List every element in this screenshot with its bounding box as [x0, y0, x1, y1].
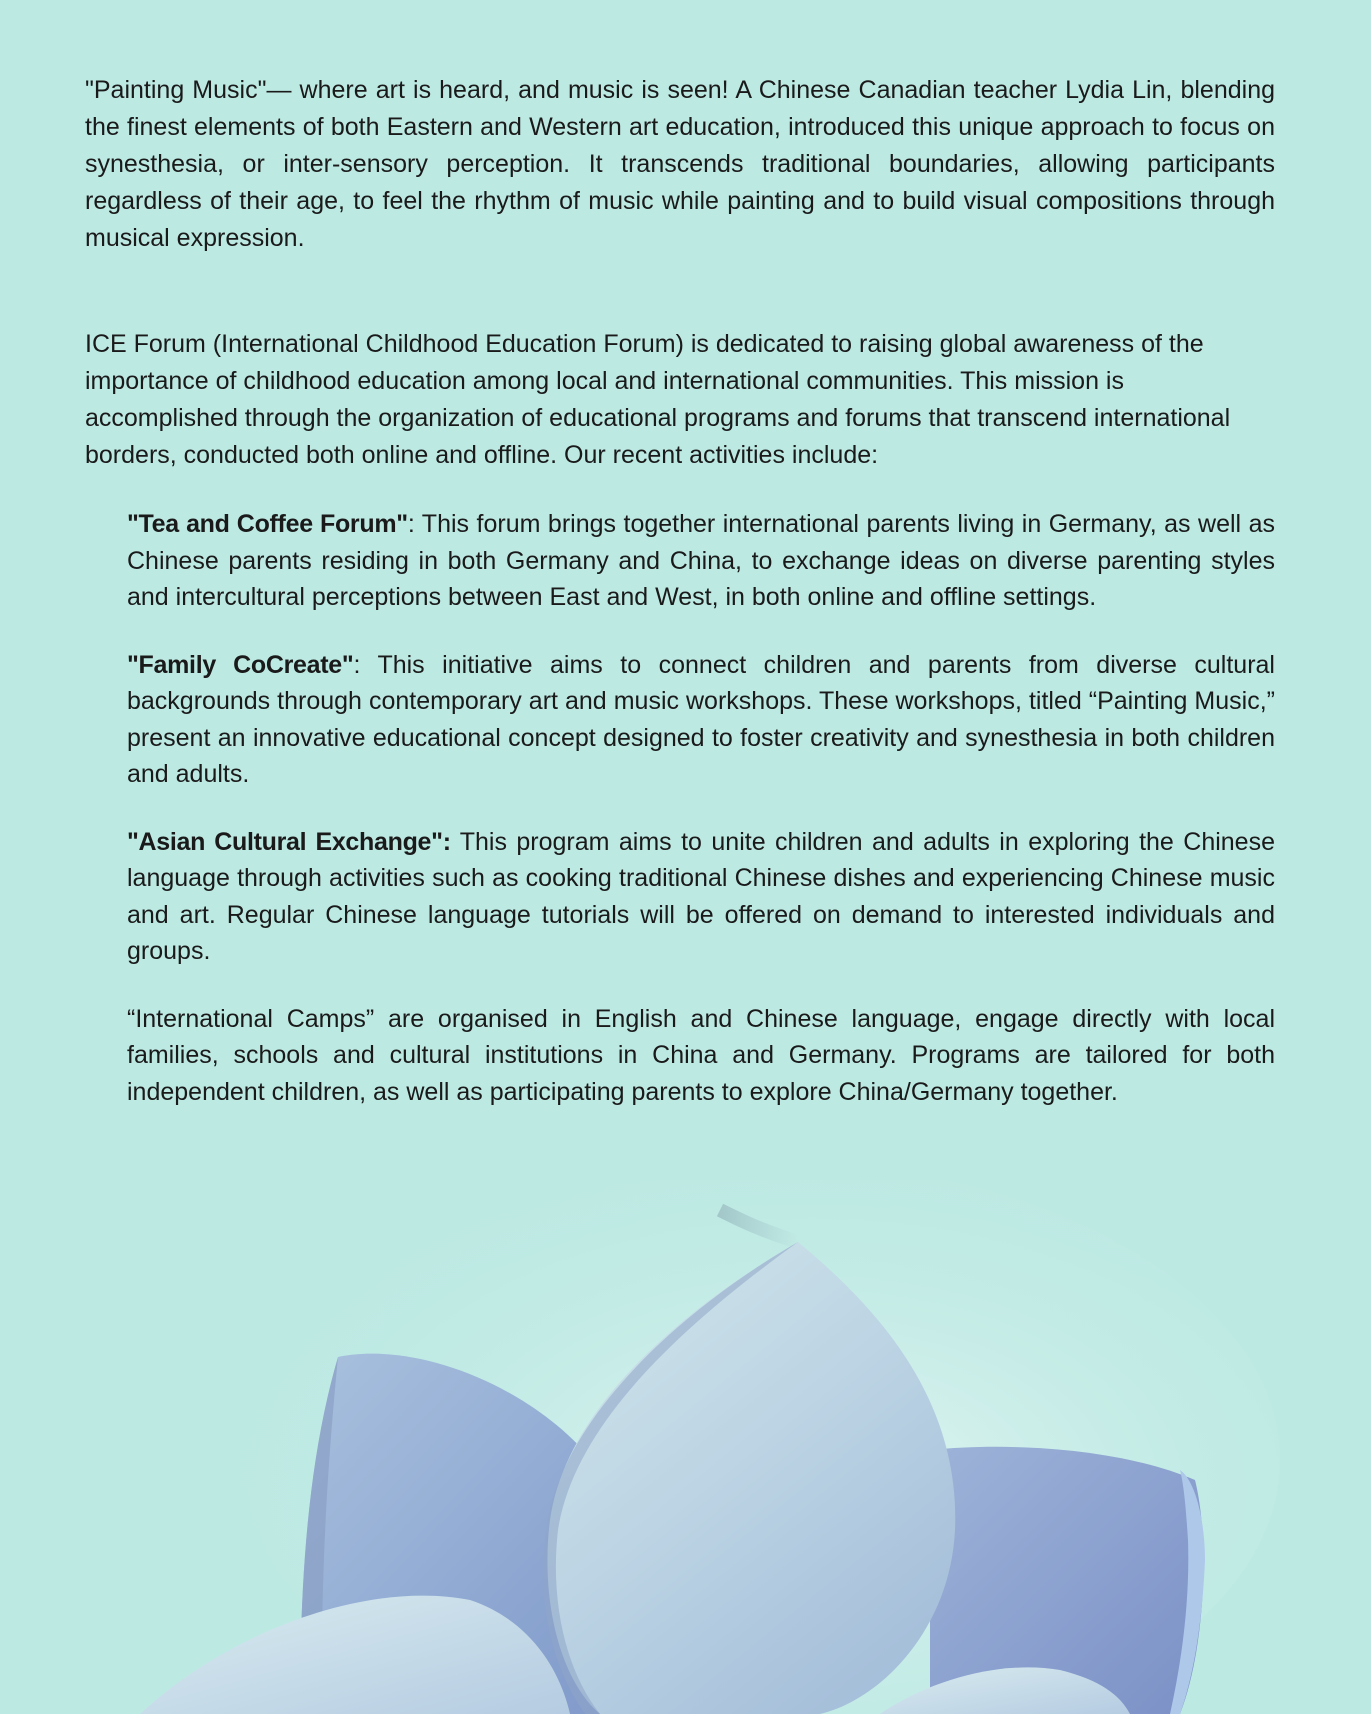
paragraph-spacer	[85, 257, 1275, 326]
activity-description: “International Camps” are organised in English and Chinese language, engage directly with local families, schools and cultural institutions in China and Germany. Programs are tailored for both independent children, as well as participating parents to explore China/Germany together.	[127, 1004, 1275, 1106]
document-body	[85, 72, 1275, 1141]
activity-item-tea-coffee-forum	[127, 506, 1275, 616]
activity-item-international-camps	[127, 1001, 1275, 1111]
activity-description: This forum brings together international parents living in Germany, as well as Chinese parents residing in both Germany and China, to exchange ideas on diverse parenting styles and intercultural perceptions between East and West, in both online and offline settings.	[127, 510, 1275, 611]
activity-item-asian-cultural-exchange	[127, 824, 1275, 970]
activity-description: This program aims to unite children and adults in exploring the Chinese language through activities such as cooking traditional Chinese dishes and experiencing Chinese music and art. Regular Chinese language tutorials will be offered on demand to interested individuals and groups.	[127, 827, 1275, 965]
activity-separator: :	[407, 510, 415, 538]
lotus-flower-icon	[0, 1180, 1371, 1714]
activity-title: "Family CoCreate"	[127, 650, 354, 679]
activity-separator: :	[353, 650, 361, 679]
intro-paragraph: "Painting Music"— where art is heard, and music is seen! A Chinese Canadian teacher Lydia Lin, blending the finest elements of both Eastern and Western art education, introduced this unique approach to focus on synesthesia, or inter-sensory perception. It transcends traditional boundaries, allowing participants regardless of their age, to feel the rhythm of music while painting and to build visual compositions through musical expression.	[85, 76, 1275, 252]
activity-item-family-cocreate	[127, 647, 1275, 793]
activity-description: This initiative aims to connect children and parents from diverse cultural backgrounds through contemporary art and music workshops. These workshops, titled “Painting Music,” present an innovative educational concept designed to foster creativity and synesthesia in both children and adults.	[127, 650, 1275, 788]
activities-list	[85, 506, 1275, 1110]
activity-title: "Tea and Coffee Forum"	[127, 510, 408, 538]
activity-title: "Asian Cultural Exchange":	[127, 827, 451, 856]
about-paragraph: ICE Forum (International Childhood Education Forum) is dedicated to raising global awareness of the importance of childhood education among local and international communities. This mission is accomplished through the organization of educational programs and forums that transcend international borders, conducted both online and offline. Our recent activities include:	[85, 330, 1231, 469]
